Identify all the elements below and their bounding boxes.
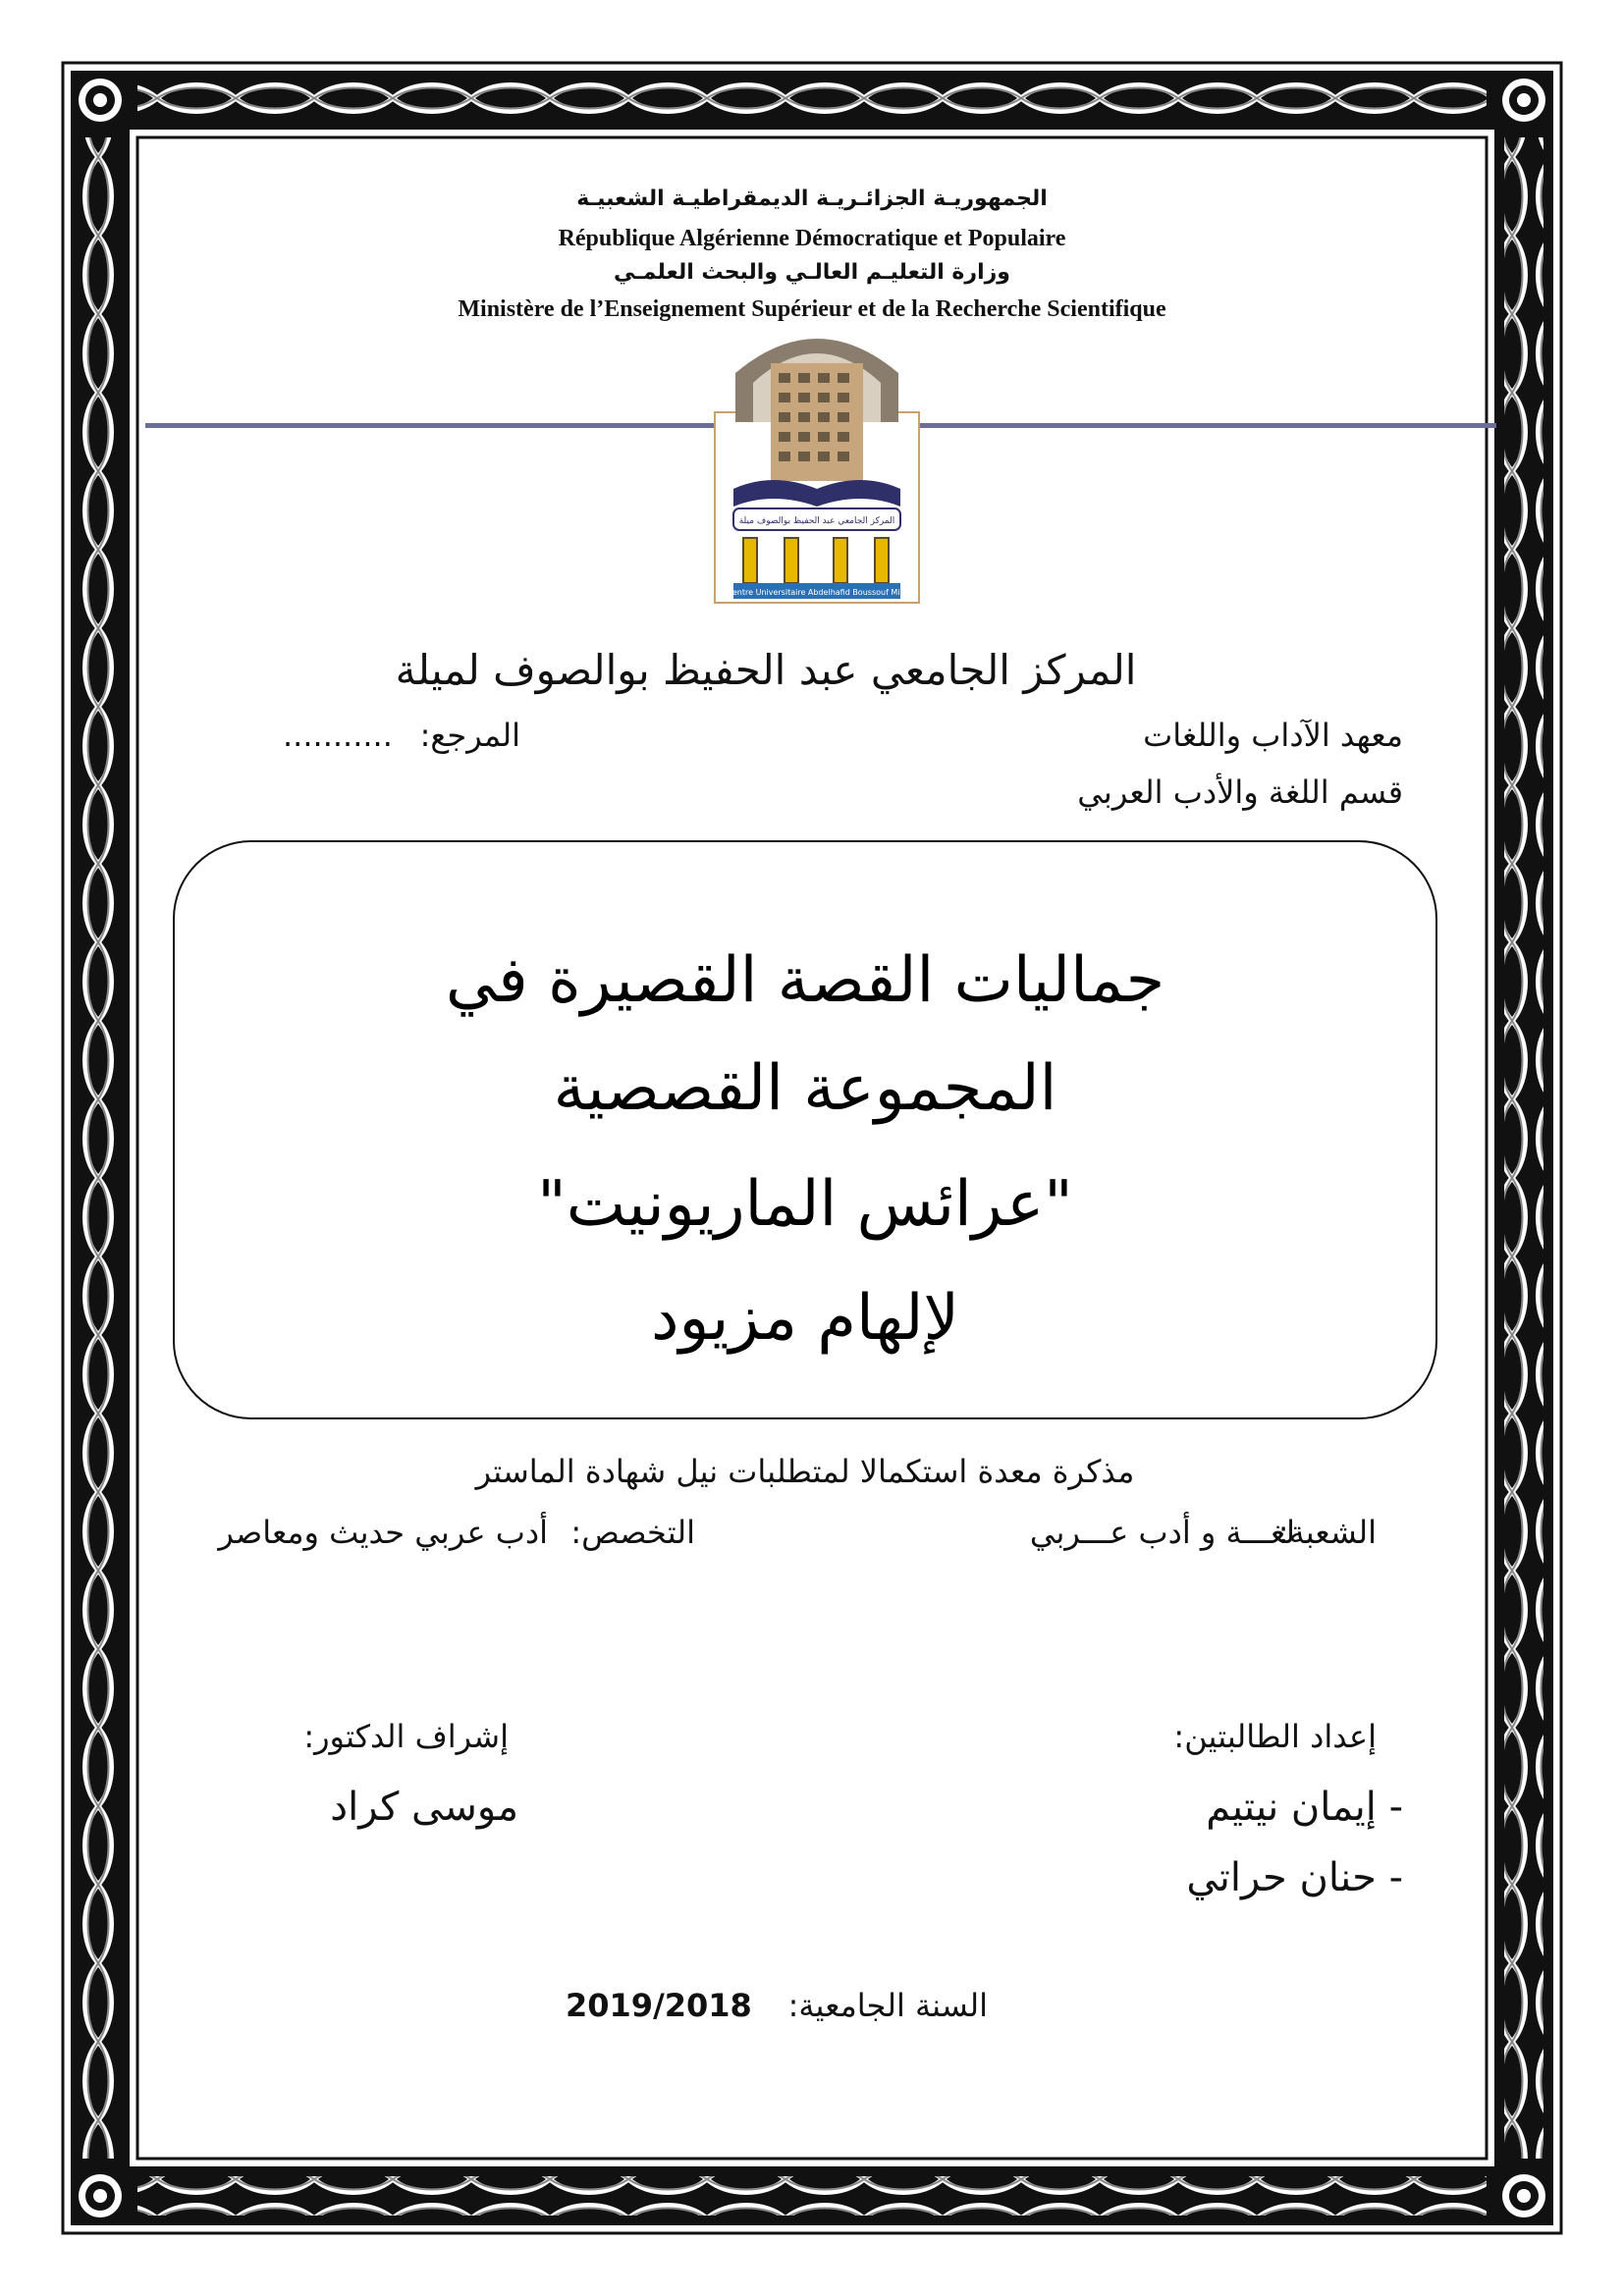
republic-name-ar: الجمهوريـة الجزائـريـة الديمقراطيـة الشعبيـة — [576, 187, 1048, 211]
center-name: المركز الجامعي عبد الحفيظ بوالصوف لميلة — [395, 646, 1137, 694]
academic-year-value: 2019/2018 — [566, 1987, 752, 2024]
thesis-title-line-1: جماليات القصة القصيرة في — [445, 944, 1165, 1017]
branch-label: الشعبة: — [1277, 1514, 1377, 1551]
branch-value: لغـــة و أدب عـــربي — [1029, 1514, 1295, 1551]
header-rule-right — [917, 423, 1496, 428]
reference-value: ........... — [283, 717, 393, 754]
specialty-label: التخصص: — [570, 1514, 695, 1551]
academic-year-label: السنة الجامعية: — [787, 1987, 988, 2024]
students-label: إعداد الطالبتين: — [1173, 1718, 1377, 1755]
thesis-title-line-3: "عرائس الماريونيت" — [537, 1168, 1073, 1241]
logo-caption: Centre Universitaire Abdelhafid Boussouf Mila — [727, 588, 907, 597]
logo-arabic-text: المركز الجامعي عبد الحفيظ بوالصوف ميلة — [738, 516, 895, 526]
thesis-title-line-2: المجموعة القصصية — [553, 1052, 1057, 1125]
republic-name-fr: République Algérienne Démocratique et Populaire — [558, 226, 1066, 251]
ministry-name-ar: وزارة التعليـم العالـي والبحث العلمـي — [614, 260, 1010, 285]
thesis-title-line-4: لإلهام مزيود — [651, 1282, 959, 1355]
student-name: - حنان حراتي — [1186, 1855, 1403, 1900]
header-rule-left — [145, 423, 717, 428]
department-name: قسم اللغة والأدب العربي — [1077, 774, 1403, 811]
supervisor-name: موسى كراد — [330, 1785, 518, 1830]
institute-name: معهد الآداب واللغات — [1143, 717, 1403, 754]
student-name: - إيمان نيتيم — [1206, 1785, 1403, 1830]
reference-label: المرجع: — [419, 717, 520, 754]
thesis-purpose: مذكرة معدة استكمالا لمتطلبات نيل شهادة الماستر — [475, 1453, 1135, 1490]
specialty-value: أدب عربي حديث ومعاصر — [218, 1514, 548, 1551]
ministry-name-fr: Ministère de l’Enseignement Supérieur et de la Recherche Scientifique — [458, 296, 1166, 322]
supervisor-label: إشراف الدكتور: — [303, 1718, 509, 1755]
university-logo — [714, 314, 920, 604]
